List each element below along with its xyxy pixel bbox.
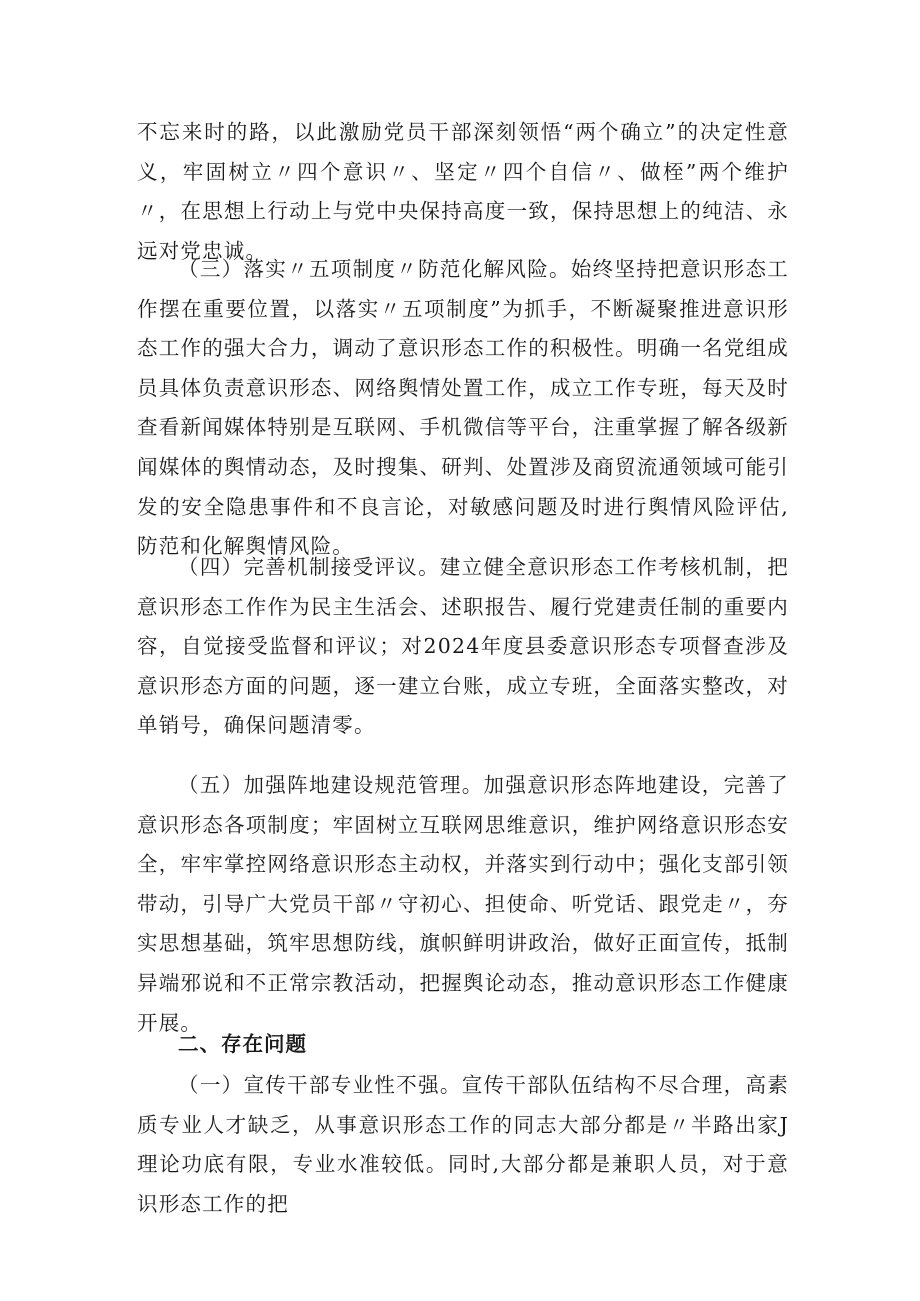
section-heading-problems: 二、存在问题 bbox=[178, 1032, 307, 1056]
document-heading-block bbox=[137, 1025, 789, 1065]
document-body-section-4 bbox=[137, 548, 789, 746]
paragraph-section-5: （五）加强阵地建设规范管理。加强意识形态阵地建设，完善了意识形态各项制度；牢固树立互联网思维意识，维护网络意识形态安全，牢牢掌控网络意识形态主动权，并落实到行动中；强化支部引领带动，引导广大党员干部〃守初心、担使命、听党话、跟党走〃，夯实思想基础，筑牢思想防线，旗帜鲜明讲政治，做好正面宣传，抵制异端邪说和不正常宗教活动，把握舆论动态，推动意识形态工作健康开展。 bbox=[137, 773, 789, 1035]
paragraph-section-3: （三）落实〃五项制度〃防范化解风险。始终坚持把意识形态工作摆在重要位置，以落实〃五项制度”为抓手，不断凝聚推进意识形态工作的强大合力，调动了意识形态工作的积极性。明确一名党组成员具体负责意识形态、网络舆情处置工作，成立工作专班，每天及时查看新闻媒体特别是互联网、手机微信等平台，注重掌握了解各级新闻媒体的舆情动态，及时搜集、研判、处置涉及商贸流通领域可能引发的安全隐患事件和不良言论，对敏感问题及时进行舆情风险评估,防范和化解舆情风险。 bbox=[137, 257, 789, 559]
paragraph-problem-1: （一）宣传干部专业性不强。宣传干部队伍结构不尽合理，高素质专业人才缺乏，从事意识形态工作的同志大部分都是〃半路出家J理论功底有限，专业水准较低。同时,大部分都是兼职人员，对于意识形态工作的把 bbox=[137, 1073, 789, 1216]
paragraph-section-4: （四）完善机制接受评议。建立健全意识形态工作考核机制，把意识形态工作作为民主生活会、述职报告、履行党建责任制的重要内容，自觉接受监督和评议；对2024年度县委意识形态专项督查涉及意识形态方面的问题，逐一建立台账，成立专班，全面落实整改，对单销号，确保问题清零。 bbox=[137, 555, 789, 738]
document-body-section-5 bbox=[137, 766, 789, 1043]
paragraph-continuation: 不忘来时的路，以此激励党员干部深刻领悟“两个确立”的决定性意义，牢固树立〃四个意识〃、坚定〃四个自信〃、做桎”两个维护〃，在思想上行动上与党中央保持高度一致，保持思想上的纯洁、永远对党忠诚。 bbox=[137, 120, 789, 263]
document-body-problems bbox=[137, 1066, 789, 1224]
document-body-section-3 bbox=[137, 250, 789, 567]
document-body bbox=[137, 113, 789, 271]
